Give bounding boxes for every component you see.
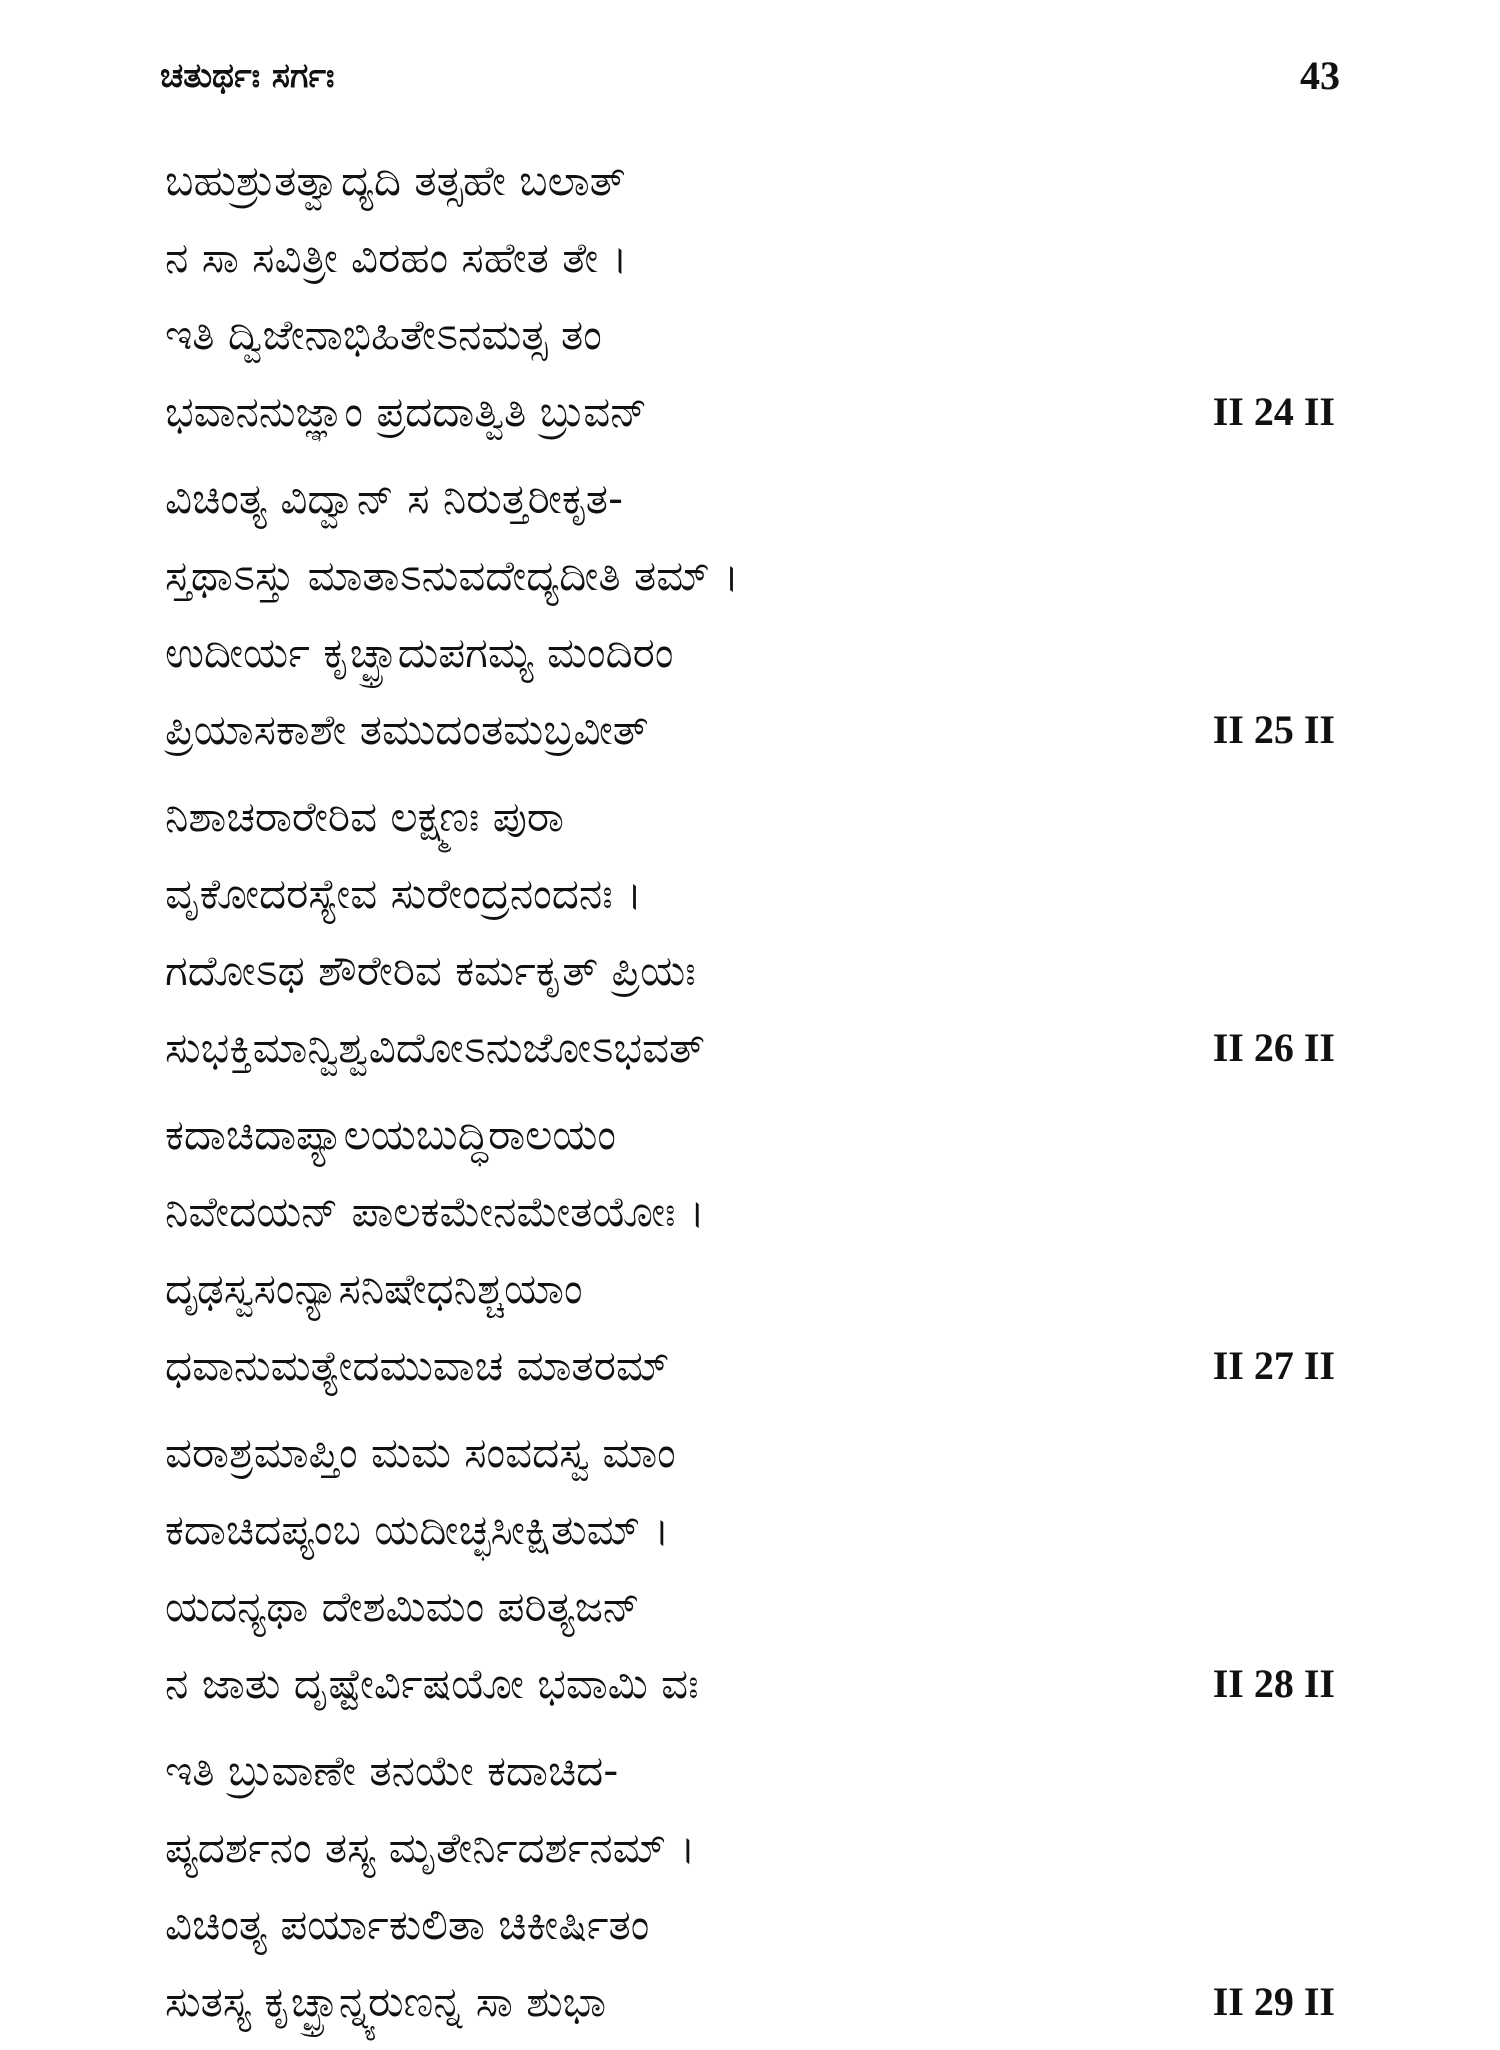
verse-line: [165, 691, 1345, 768]
verse-line: ಕದಾಚಿದಪ್ಯಂಬ ಯದೀಚ್ಛಸೀಕ್ಷಿತುಮ್ ।: [165, 1505, 670, 1554]
verse-number: II 24 II: [1212, 389, 1335, 434]
verse-line: [165, 1645, 1345, 1722]
verse-line: ಇತಿ ದ್ವಿಜೇನಾಭಿಹಿತೇಽನಮತ್ಸ ತಂ: [165, 310, 602, 359]
verse-26: [165, 778, 1345, 1086]
verse-line: ನಿವೇದಯನ್ ಪಾಲಕಮೇನಮೇತಯೋಃ ।: [165, 1187, 705, 1236]
verse-line-text: ಧವಾನುಮತ್ಯೇದಮುವಾಚ ಮಾತರಮ್: [165, 1341, 670, 1390]
verse-line: ಕದಾಚಿದಾಪ್ಯಾಲಯಬುದ್ಧಿರಾಲಯಂ: [165, 1110, 616, 1159]
verse-line: ಪ್ಯದರ್ಶನಂ ತಸ್ಯ ಮೃತೇರ್ನಿದರ್ಶನಮ್ ।: [165, 1823, 696, 1872]
verse-line: [165, 373, 1345, 450]
verse-line: ಉದೀರ್ಯ ಕೃಚ್ಛ್ರಾದುಪಗಮ್ಯ ಮಂದಿರಂ: [165, 628, 674, 677]
verse-24: [165, 142, 1345, 450]
verse-line-text: ಸುತಸ್ಯ ಕೃಚ್ಛ್ರಾನ್ನ್ಯರುಣನ್ನ ಸಾ ಶುಭಾ: [165, 1977, 607, 2026]
verse-25: [165, 460, 1345, 768]
verse-29: [165, 1732, 1345, 2040]
verse-line-text: ನ ಜಾತು ದೃಷ್ಟೇರ್ವಿಷಯೋ ಭವಾಮಿ ವಃ: [165, 1659, 699, 1708]
verse-line: ವಿಚಿಂತ್ಯ ವಿದ್ವಾನ್ ಸ ನಿರುತ್ತರೀಕೃತ-: [165, 474, 624, 523]
verse-line: ಯದನ್ಯಥಾ ದೇಶಮಿಮಂ ಪರಿತ್ಯಜನ್: [165, 1582, 640, 1631]
verse-line: ವೃಕೋದರಸ್ಯೇವ ಸುರೇಂದ್ರನಂದನಃ ।: [165, 869, 643, 918]
verse-line: [165, 1963, 1345, 2040]
verse-line: [165, 1327, 1345, 1404]
verse-line: ನಿಶಾಚರಾರೇರಿವ ಲಕ್ಷ್ಮಣಃ ಪುರಾ: [165, 792, 564, 841]
verse-line: ಸ್ತಥಾಽಸ್ತು ಮಾತಾಽನುವದೇದ್ಯದೀತಿ ತಮ್ ।: [165, 551, 740, 600]
verse-line: [165, 1009, 1345, 1086]
verse-number: II 26 II: [1212, 1025, 1335, 1070]
verse-line: ನ ಸಾ ಸವಿತ್ರೀ ವಿರಹಂ ಸಹೇತ ತೇ ।: [165, 233, 628, 282]
verse-line-text: ಪ್ರಿಯಾಸಕಾಶೇ ತಮುದಂತಮಬ್ರವೀತ್: [165, 705, 649, 754]
verse-line: ವರಾಶ್ರಮಾಪ್ತಿಂ ಮಮ ಸಂವದಸ್ವ ಮಾಂ: [165, 1428, 676, 1477]
verse-line-text: ಭವಾನನುಜ್ಞಾಂ ಪ್ರದದಾತ್ವಿತಿ ಬ್ರುವನ್: [165, 387, 648, 436]
verse-line: ಗದೋಽಥ ಶೌರೇರಿವ ಕರ್ಮಕೃತ್ ಪ್ರಿಯಃ: [165, 946, 696, 995]
verse-line: ಇತಿ ಬ್ರುವಾಣೇ ತನಯೇ ಕದಾಚಿದ-: [165, 1746, 619, 1795]
verse-line: ಬಹುಶ್ರುತತ್ವಾದ್ಯದಿ ತತ್ಸಹೇ ಬಲಾತ್: [165, 156, 626, 205]
page-header: [160, 52, 1340, 112]
verse-number: II 29 II: [1212, 1979, 1335, 2024]
verse-line-text: ಸುಭಕ್ತಿಮಾನ್ವಿಶ್ವವಿದೋಽನುಜೋಽಭವತ್: [165, 1023, 705, 1072]
verse-28: [165, 1414, 1345, 1722]
verse-number: II 25 II: [1212, 707, 1335, 752]
verse-line: ವಿಚಿಂತ್ಯ ಪರ್ಯಾಕುಲಿತಾ ಚಿಕೀರ್ಷಿತಂ: [165, 1900, 650, 1949]
verse-number: II 27 II: [1212, 1343, 1335, 1388]
running-title: ಚತುರ್ಥಃ ಸರ್ಗಃ: [160, 56, 335, 96]
verse-27: [165, 1096, 1345, 1404]
verse-number: II 28 II: [1212, 1661, 1335, 1706]
verse-list: [165, 142, 1345, 2050]
verse-line: ದೃಢಸ್ವಸಂನ್ಯಾಸನಿಷೇಧನಿಶ್ಚಯಾಂ: [165, 1264, 583, 1313]
page-number: 43: [1300, 53, 1340, 98]
